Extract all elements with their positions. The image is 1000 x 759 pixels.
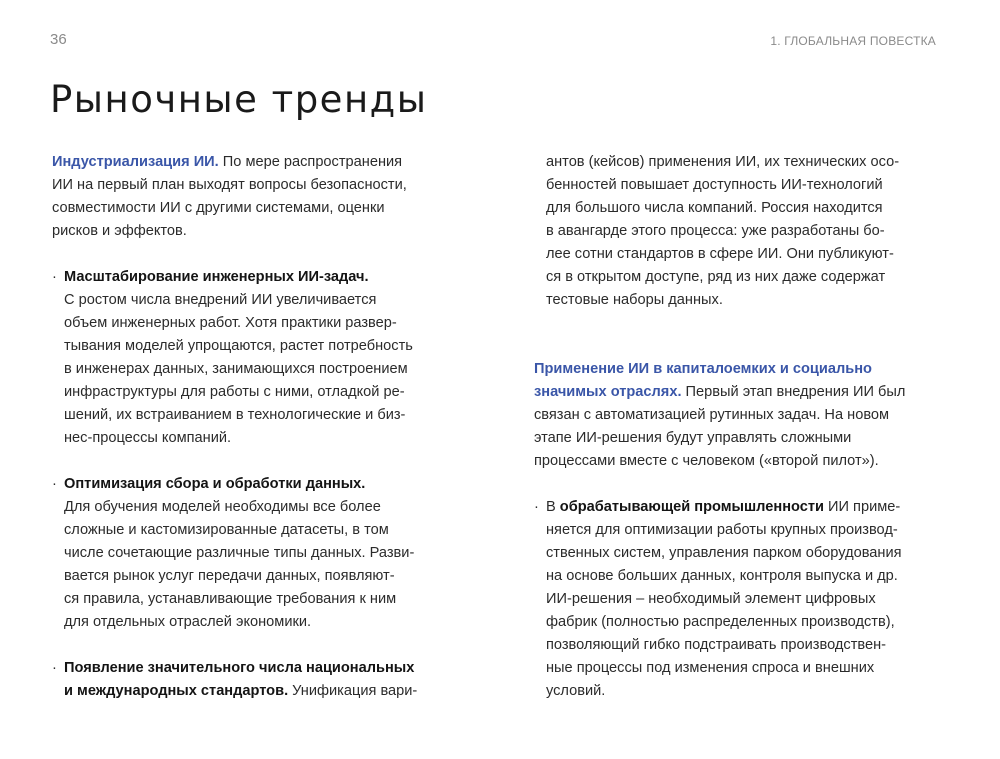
text-line: ся в открытом доступе, ряд из них даже содержат bbox=[546, 269, 886, 285]
manufacturing-term: обрабатывающей промышленности bbox=[559, 499, 824, 515]
text-line: рисков и эффектов. bbox=[52, 223, 187, 239]
right-column bbox=[534, 151, 944, 703]
bullet-marker: · bbox=[52, 269, 57, 285]
text-line: В bbox=[546, 499, 560, 515]
scaling-bullet bbox=[52, 266, 452, 450]
text-line: процессами вместе с человеком («второй пилот»). bbox=[534, 453, 879, 469]
text-line: объем инженерных работ. Хотя практики развер- bbox=[64, 315, 397, 331]
running-head: 1. ГЛОБАЛЬНАЯ ПОВЕСТКА bbox=[770, 34, 936, 48]
data-optimization-bullet bbox=[52, 473, 452, 634]
manufacturing-bullet bbox=[534, 496, 944, 703]
text-line: ИИ-решения – необходимый элемент цифровых bbox=[546, 591, 876, 607]
text-line: ИИ приме- bbox=[823, 499, 901, 515]
text-line: антов (кейсов) применения ИИ, их технических осо- bbox=[546, 154, 900, 170]
text-line: По мере распространения bbox=[218, 154, 403, 170]
text-line: в инженерах данных, занимающихся построением bbox=[64, 361, 408, 377]
text-line: фабрик (полностью распределенных производств), bbox=[546, 614, 895, 630]
text-line: вается рынок услуг передачи данных, появляют- bbox=[64, 568, 395, 584]
text-line: нес-процессы компаний. bbox=[64, 430, 232, 446]
industrialization-paragraph bbox=[52, 151, 452, 243]
page-title: Рыночные тренды bbox=[50, 78, 428, 121]
standards-bullet bbox=[52, 657, 452, 703]
text-line: ственных систем, управления парком оборудования bbox=[546, 545, 902, 561]
text-line: числе сочетающие различные типы данных. Разви- bbox=[64, 545, 415, 561]
capital-intensive-heading-cont: значимых отраслях. bbox=[534, 384, 682, 400]
text-line: для большого числа компаний. Россия находится bbox=[546, 200, 883, 216]
text-line: этапе ИИ-решения будут управлять сложными bbox=[534, 430, 852, 446]
capital-intensive-heading: Применение ИИ в капиталоемких и социально bbox=[534, 361, 872, 377]
text-line: связан с автоматизацией рутинных задач. На новом bbox=[534, 407, 890, 423]
page-number: 36 bbox=[50, 31, 67, 48]
text-line: инфраструктуры для работы с ними, отладкой ре- bbox=[64, 384, 405, 400]
standards-continuation bbox=[534, 151, 944, 312]
text-line: тывания моделей упрощаются, растет потребность bbox=[64, 338, 413, 354]
standards-heading-cont: и международных стандартов. bbox=[64, 683, 289, 699]
text-line: ные процессы под изменения спроса и внешних bbox=[546, 660, 875, 676]
text-line: Для обучения моделей необходимы все более bbox=[64, 499, 381, 515]
bullet-marker: · bbox=[52, 660, 57, 676]
bullet-marker: · bbox=[534, 499, 539, 515]
text-line: Унификация вари- bbox=[288, 683, 418, 699]
text-line: няется для оптимизации работы крупных производ- bbox=[546, 522, 898, 538]
scaling-heading: Масштабирование инженерных ИИ-задач. bbox=[64, 269, 369, 285]
text-line: шений, их встраиванием в технологические и биз- bbox=[64, 407, 406, 423]
text-line: в авангарде этого процесса: уже разработаны бо- bbox=[546, 223, 885, 239]
text-line: совместимости ИИ с другими системами, оценки bbox=[52, 200, 385, 216]
text-line: Первый этап внедрения ИИ был bbox=[681, 384, 906, 400]
industrialization-heading: Индустриализация ИИ. bbox=[52, 154, 219, 170]
text-line: тестовые наборы данных. bbox=[546, 292, 723, 308]
text-line: позволяющий гибко подстраивать производствен- bbox=[546, 637, 887, 653]
text-line: ИИ на первый план выходят вопросы безопасности, bbox=[52, 177, 407, 193]
text-line: лее сотни стандартов в сфере ИИ. Они публикуют- bbox=[546, 246, 894, 262]
standards-heading: Появление значительного числа национальных bbox=[64, 660, 415, 676]
text-line: для отдельных отраслей экономики. bbox=[64, 614, 312, 630]
left-column bbox=[52, 151, 452, 703]
text-line: С ростом числа внедрений ИИ увеличивается bbox=[64, 292, 377, 308]
text-line: условий. bbox=[546, 683, 606, 699]
capital-intensive-paragraph bbox=[534, 358, 944, 473]
text-line: сложные и кастомизированные датасеты, в том bbox=[64, 522, 389, 538]
text-line: на основе больших данных, контроля выпуска и др. bbox=[546, 568, 898, 584]
data-optimization-heading: Оптимизация сбора и обработки данных. bbox=[64, 476, 366, 492]
text-line: ся правила, устанавливающие требования к ним bbox=[64, 591, 397, 607]
text-line: бенностей повышает доступность ИИ-технологий bbox=[546, 177, 883, 193]
bullet-marker: · bbox=[52, 476, 57, 492]
